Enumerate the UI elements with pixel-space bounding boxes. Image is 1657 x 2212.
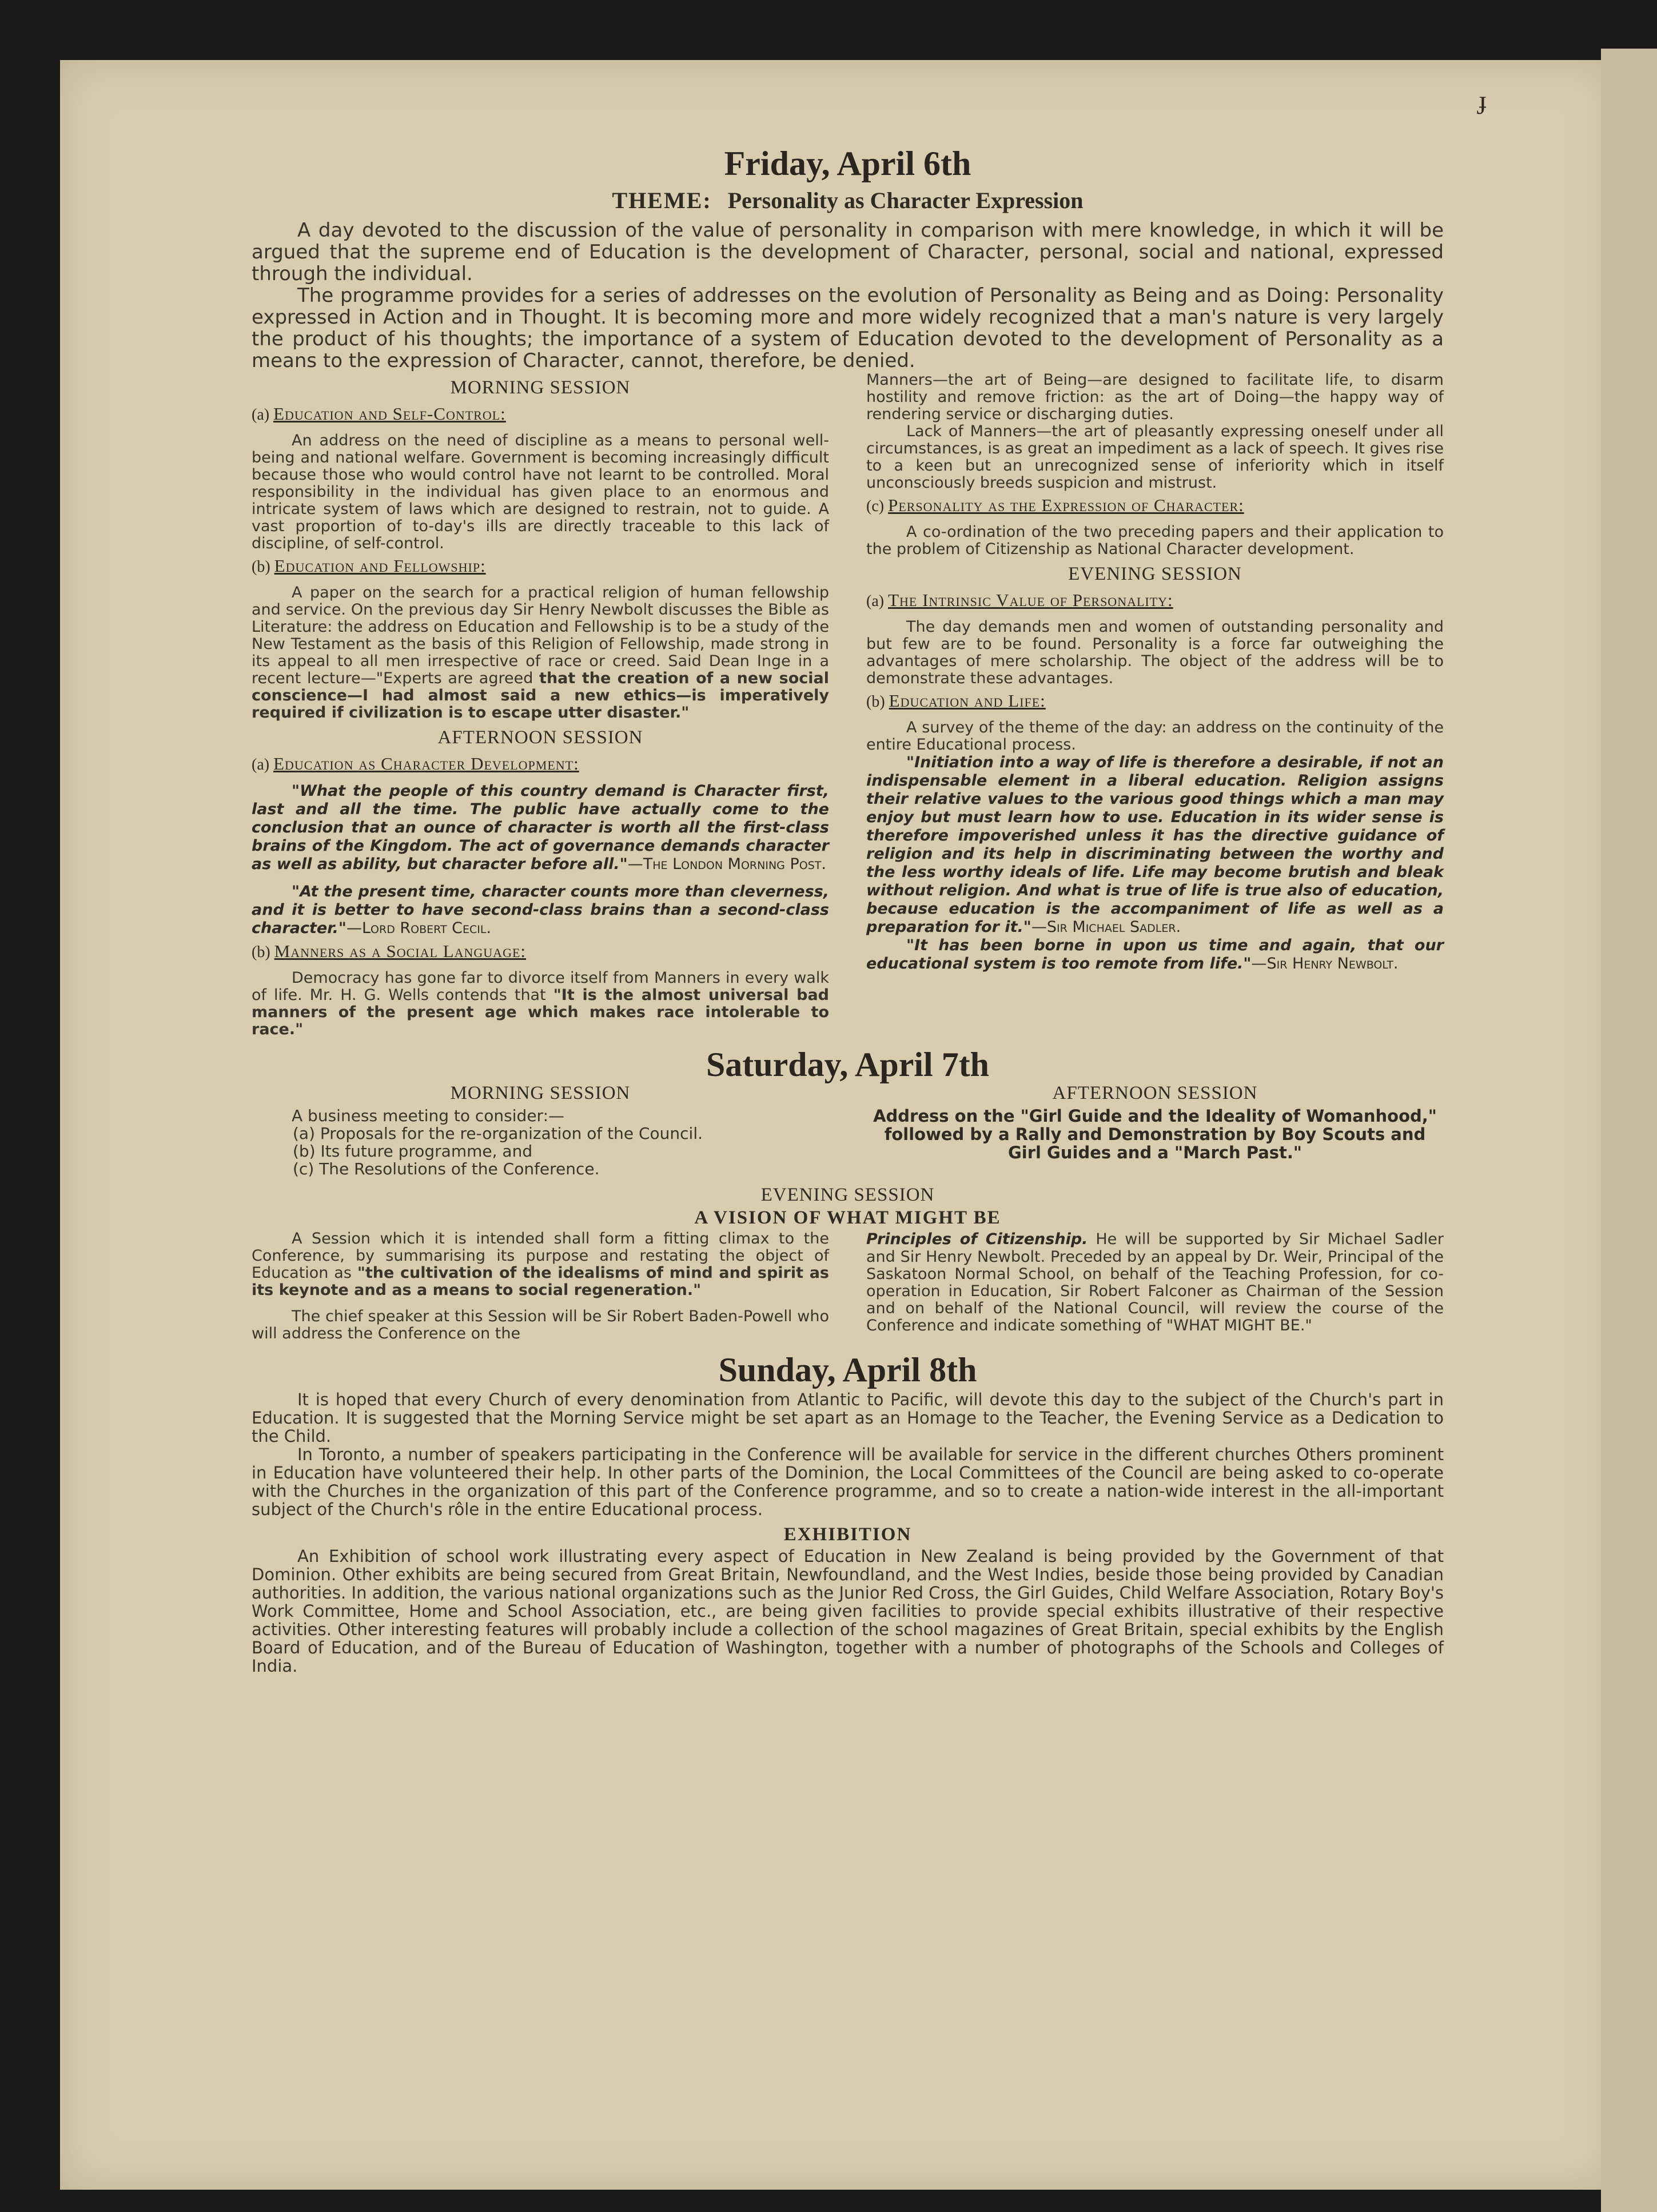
principles-of-citizenship: Principles of Citizenship.	[866, 1230, 1088, 1248]
friday-intro-1: A day devoted to the discussion of the value of personality in comparison with mere knowledge, in which it will be argued that the supreme end of Education is the development of Character, personal, social and national, expressed through the individual.	[252, 219, 1444, 285]
friday-theme	[252, 185, 1444, 216]
afternoon-a-label: (a)	[252, 756, 270, 774]
saturday-evening-left	[252, 1230, 829, 1342]
afternoon-quote-2	[252, 883, 829, 938]
morning-a-label: (a)	[252, 406, 270, 424]
afternoon-b-plain: Democracy has gone far to divorce itself from Manners in every walk of life. Mr. H. G. Wells contends that	[252, 969, 829, 1004]
afternoon-b-heading	[252, 940, 829, 964]
saturday-afternoon-text: Address on the "Girl Guide and the Ideality of Womanhood," followed by a Rally and Demonstration by Boy Scouts and Girl Guides and a "March Past."	[873, 1106, 1437, 1162]
saturday-evening-subtitle: A VISION OF WHAT MIGHT BE	[694, 1207, 1001, 1228]
list-item: (a) Proposals for the re-organization of the Council.	[293, 1124, 703, 1143]
evening-vision-right	[866, 1230, 1444, 1334]
quote-1-text: "What the people of this country demand is Character first, last and all the time. The public have actually come to the conclusion that an ounce of character is worth all the first-class brains of the Kingdom. The act of governance demands character as well as ability, but character before all."	[252, 782, 829, 873]
list-item: (b) Its future programme, and	[293, 1142, 533, 1161]
exhibition-heading: EXHIBITION	[783, 1524, 912, 1545]
friday-intro-2: The programme provides for a series of addresses on the evolution of Personality as Being and as Doing: Personality expressed in Action and in Thought. It is becoming more and more widely recognized that a man's nature is very largely the product of his thoughts; the importance of a system of Education devoted to the development of Personality as a means to the expression of Character, cannot, therefore, be denied.	[252, 284, 1444, 372]
morning-a-heading	[252, 402, 829, 427]
theme-label: THEME:	[612, 188, 712, 213]
evening-a-title: The Intrinsic Value of Personality:	[888, 590, 1173, 610]
friday-left-column	[252, 372, 829, 1038]
afternoon-a-title: Education as Character Development:	[273, 754, 579, 774]
evening-b-text: A survey of the theme of the day: an address on the continuity of the entire Educational process.	[866, 719, 1444, 754]
sunday-p2: In Toronto, a number of speakers participating in the Conference will be available for service in the different churches Others prominent in Education have volunteered their help. In other parts of the Dominion, the Local Committees of the Council are being asked to co-operate with the Churches in the organization of this part of the Conference programme, and so to create a nation-wide interest in the all-important subject of the Church's rôle in the entire Educational process.	[252, 1445, 1444, 1519]
quote-2-text: "At the present time, character counts more than cleverness, and it is better to have second-class brains than a second-class character."	[252, 883, 829, 937]
quote-2-attribution: —Lord Robert Cecil.	[346, 919, 492, 937]
afternoon-b-label: (b)	[252, 943, 270, 961]
morning-b-heading	[252, 555, 829, 579]
evening-a-text: The day demands men and women of outstanding personality and but few are to be found. Personality is a force far outweighing the advantages of mere scholarship. The object of the address will be to demonstrate these advantages.	[866, 618, 1444, 687]
afternoon-a-heading	[252, 752, 829, 776]
sunday-title: Sunday, April 8th	[718, 1351, 977, 1389]
morning-b-title: Education and Fellowship:	[274, 556, 486, 576]
sunday-p1: It is hoped that every Church of every denomination from Atlantic to Pacific, will devote this day to the subject of the Church's part in Education. It is suggested that the Morning Service might be set apart as an Homage to the Teacher, the Evening Service as a Dedication to the Child.	[252, 1390, 1444, 1446]
afternoon-c-heading	[866, 494, 1444, 518]
saturday-left-column	[252, 1085, 829, 1178]
morning-a-text: An address on the need of discipline as a means to personal well-being and national welfare. Government is becoming increasingly difficult because those who would control have not learnt to be controlled. Moral responsibility in the individual has given place to an enormous and intricate system of laws which are designed to restrain, not to guide. A vast proportion of to-day's ills are directly traceable to this lack of discipline, of self-control.	[252, 432, 829, 552]
evening-quote-1-attribution: —Sir Michael Sadler.	[1031, 918, 1181, 936]
evening-vision-bold: "the cultivation of the idealisms of mind and spirit as its keynote and as a means to social regeneration."	[252, 1264, 830, 1299]
friday-right-column	[866, 372, 1444, 1038]
friday-title: Friday, April 6th	[724, 145, 971, 182]
evening-quote-2-attribution: —Sir Henry Newbolt.	[1251, 955, 1399, 973]
saturday-morning-heading: MORNING SESSION	[450, 1083, 631, 1103]
saturday-title: Saturday, April 7th	[706, 1046, 990, 1083]
list-item: (c) The Resolutions of the Conference.	[293, 1159, 600, 1178]
morning-a-title: Education and Self-Control:	[273, 404, 506, 424]
saturday-morning-intro: A business meeting to consider:—	[292, 1106, 564, 1125]
afternoon-session-heading: AFTERNOON SESSION	[437, 727, 643, 748]
saturday-morning-list	[252, 1107, 829, 1178]
afternoon-c-text: A co-ordination of the two preceding papers and their application to the problem of Citizenship as National Character development.	[866, 523, 1444, 558]
evening-b-heading	[866, 689, 1444, 714]
evening-session-heading: EVENING SESSION	[1068, 564, 1242, 584]
evening-b-label: (b)	[866, 693, 885, 711]
afternoon-b-title: Manners as a Social Language:	[274, 941, 527, 961]
afternoon-quote-1	[252, 782, 829, 874]
saturday-columns	[252, 1085, 1444, 1178]
evening-a-heading	[866, 589, 1444, 613]
manners-continued: Manners—the art of Being—are designed to facilitate life, to disarm hostility and remove friction: as the art of Doing—the happy way of rendering service or discharging duties.	[866, 371, 1444, 423]
document-content	[252, 143, 1444, 1675]
evening-b-title: Education and Life:	[889, 691, 1046, 711]
morning-b-label: (b)	[252, 558, 270, 576]
afternoon-b-bold: "It is the almost universal bad manners of the present age which makes race intolerable to race."	[252, 986, 830, 1038]
saturday-evening-right	[866, 1230, 1444, 1342]
theme-text: Personality as Character Expression	[727, 188, 1084, 213]
exhibition-text: An Exhibition of school work illustrating every aspect of Education in New Zealand is being provided by the Government of that Dominion. Other exhibits are being secured from Great Britain, Newfoundland, and the West Indies, beside those being provided by Canadian authorities. In addition, the various national organizations such as the Junior Red Cross, the Girl Guides, Child Welfare Association, Rotary Boy's Work Committee, Home and School Association, etc., are being given facilities to provide special exhibits illustrative of their respective activities. Other interesting features will probably include a collection of the school magazines of Great Britain, special exhibits by the English Board of Education, and of the Bureau of Education of Washington, together with a number of photographs of the Schools and Colleges of India.	[252, 1547, 1444, 1676]
evening-quote-2	[866, 936, 1444, 973]
evening-quote-1-text: "Initiation into a way of life is therefore a desirable, if not an indispensable element in a liberal education. Religion assigns their relative values to the various good things which a man may enjoy but must learn how to use. Education in its wider sense is therefore impoverished unless it has the directive guidance of religion and its help in discriminating between the worthy and the less worthy ideals of life. Life may become brutish and bleak without religion. And what is true of life is true also of education, because education is the accompaniment of life as well as a preparation for it."	[866, 754, 1444, 936]
saturday-evening-heading: EVENING SESSION	[760, 1185, 935, 1205]
corner-mark: ɟ	[1479, 86, 1487, 114]
friday-columns	[252, 372, 1444, 1038]
evening-vision-p2: The chief speaker at this Session will be Sir Robert Baden-Powell who will address the Conference on the	[252, 1308, 829, 1342]
afternoon-b-text	[252, 970, 829, 1038]
evening-a-label: (a)	[866, 592, 885, 610]
morning-b-plain: A paper on the search for a practical religion of human fellowship and service. On the previous day Sir Henry Newbolt discusses the Bible as Literature: the address on Education and Fellowship is to be a study of the New Testament as the basis of this Religion of Fellowship, made strong in its appeal to all men irrespective of race or creed. Said Dean Inge in a recent lecture—"Experts are agreed	[252, 584, 829, 687]
morning-b-bold: that the creation of a new social conscience—I had almost said a new ethics—is imperatively required if civilization is to escape utter disaster."	[252, 669, 829, 722]
morning-b-text	[252, 584, 829, 722]
evening-vision-right-text: He will be supported by Sir Michael Sadler and Sir Henry Newbolt. Preceded by an appeal by Dr. Weir, Principal of the Saskatoon Normal School, on behalf of the Teaching Profession, for co-operation in Education, Sir Robert Falconer as Chairman of the Session and on behalf of the National Council, will review the course of the Conference and indicate something of "WHAT MIGHT BE."	[866, 1230, 1444, 1334]
saturday-evening-columns	[252, 1230, 1444, 1342]
morning-session-heading: MORNING SESSION	[450, 377, 631, 398]
evening-vision-p1	[252, 1230, 829, 1299]
saturday-right-column	[866, 1085, 1444, 1178]
evening-quote-1	[866, 754, 1444, 936]
afternoon-c-title: Personality as the Expression of Character:	[888, 495, 1244, 515]
lack-of-manners: Lack of Manners—the art of pleasantly expressing oneself under all circumstances, is as great an impediment as a lack of speech. It gives rise to a keen but an unrecognized sense of inferiority which in itself unconsciously breeds suspicion and mistrust.	[866, 423, 1444, 492]
saturday-afternoon-heading: AFTERNOON SESSION	[1052, 1083, 1258, 1103]
evening-quote-2-text: "It has been borne in upon us time and again, that our educational system is too remote from life."	[866, 936, 1444, 973]
quote-1-attribution: —The London Morning Post.	[627, 855, 826, 873]
afternoon-c-label: (c)	[866, 497, 885, 515]
evening-vision-plain: A Session which it is intended shall form a fitting climax to the Conference, by summarising its purpose and restating the object of Education as	[252, 1230, 829, 1282]
adjacent-page-edge	[1601, 49, 1657, 2212]
